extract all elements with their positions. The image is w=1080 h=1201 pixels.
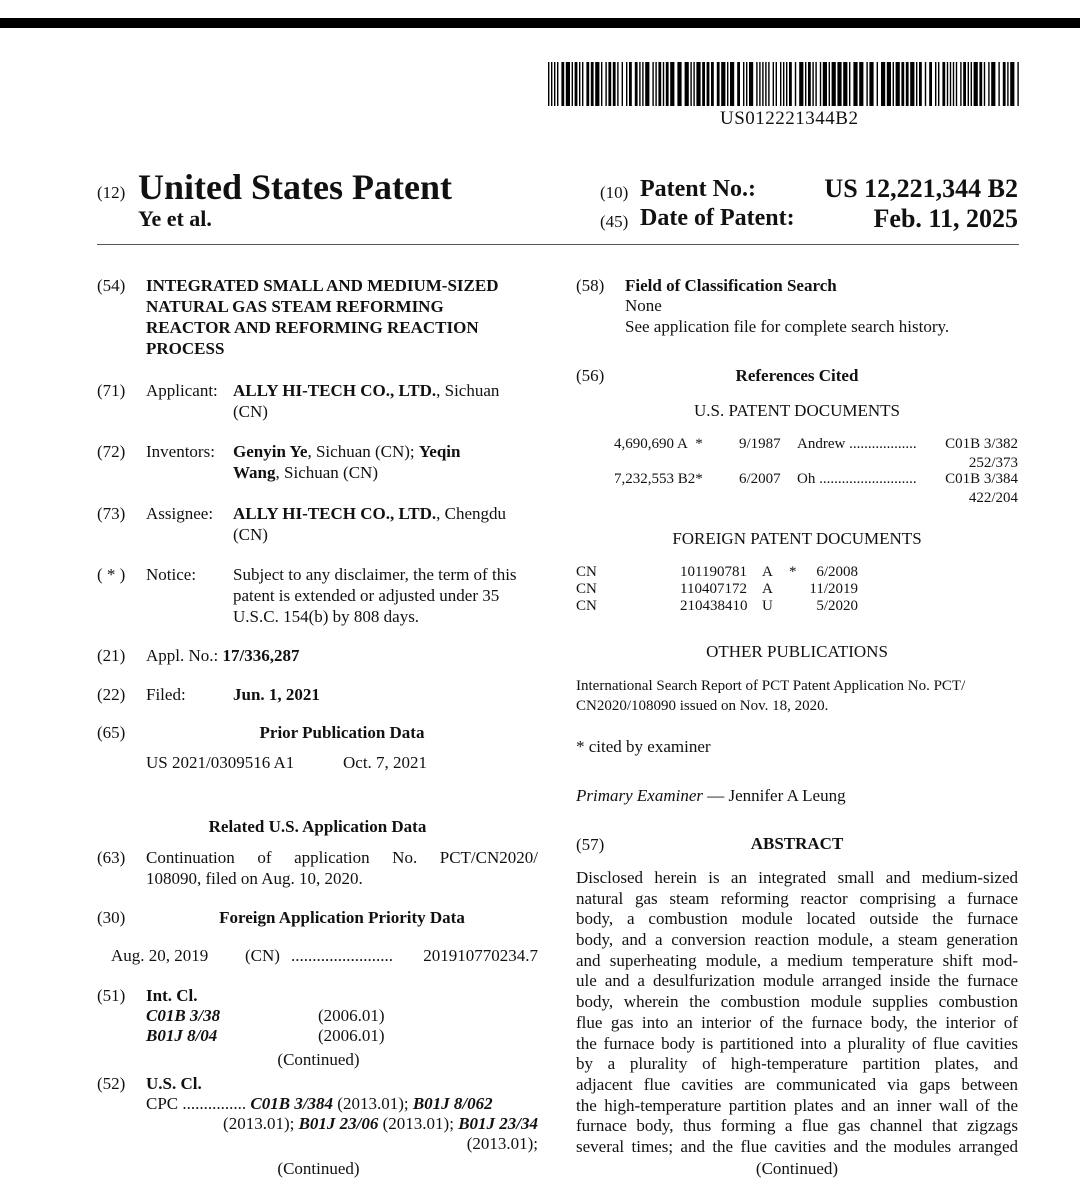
cpc-line-2 xyxy=(223,1113,538,1134)
barcode-bar xyxy=(919,62,922,106)
barcode-bar xyxy=(605,62,606,106)
abstract-heading: ABSTRACT xyxy=(750,834,844,853)
priority-number: 201910770234.7 xyxy=(423,946,538,965)
barcode-bar xyxy=(693,62,694,106)
barcode-bar xyxy=(832,62,836,106)
code-73: (73) xyxy=(97,504,126,523)
barcode-bar xyxy=(622,62,623,106)
cpc-version: (2013.01); xyxy=(378,1114,459,1133)
abstract-line: by a plurality of high-temperature partition plates, and xyxy=(576,1054,1018,1074)
barcode-bar xyxy=(707,62,710,106)
barcode-bar xyxy=(935,62,936,106)
notice-text xyxy=(233,564,517,627)
barcode-bar xyxy=(652,62,653,106)
barcode-bar xyxy=(1017,62,1018,106)
top-border-bar xyxy=(0,18,1080,28)
ref-dots: .................. xyxy=(849,436,917,452)
barcode-bar xyxy=(808,62,811,106)
cpc-class: C01B 3/384 xyxy=(250,1094,334,1113)
barcode-bar xyxy=(601,62,602,106)
cpc-line-3: (2013.01); xyxy=(466,1134,538,1153)
int-cl-continued: (Continued) xyxy=(277,1050,360,1069)
barcode-bar xyxy=(663,62,664,106)
notice-label: Notice: xyxy=(146,565,197,584)
inventor-location: , Sichuan (CN) xyxy=(275,463,378,482)
barcode-bar xyxy=(626,62,627,106)
barcode-bar xyxy=(795,62,796,106)
applicant xyxy=(233,380,499,422)
cpc-version: (2013.01); xyxy=(333,1094,413,1113)
barcode-bar xyxy=(910,62,914,106)
other-publications-heading: OTHER PUBLICATIONS xyxy=(706,642,888,661)
barcode-bar xyxy=(988,62,989,106)
barcode-bar xyxy=(1010,62,1014,106)
int-cl-version: (2006.01) xyxy=(318,1006,385,1025)
barcode-bar xyxy=(780,62,781,106)
code-10: (10) xyxy=(600,183,629,202)
abstract-line: body, a combustion module located outside the furnace xyxy=(576,909,1018,929)
foreign-patents-heading: FOREIGN PATENT DOCUMENTS xyxy=(672,529,922,548)
references-heading: References Cited xyxy=(735,366,859,385)
code-56: (56) xyxy=(576,366,605,385)
code-65: (65) xyxy=(97,723,126,742)
barcode-bar xyxy=(971,62,972,106)
barcode-bar xyxy=(887,62,891,106)
invention-title xyxy=(146,275,498,359)
barcode-bar xyxy=(893,62,894,106)
barcode-bar xyxy=(998,62,999,106)
barcode-bar xyxy=(645,62,649,106)
barcode-bar xyxy=(805,62,806,106)
code-63: (63) xyxy=(97,848,126,867)
barcode-bar xyxy=(677,62,681,106)
barcode-bar xyxy=(721,62,725,106)
other-publication xyxy=(576,678,1018,715)
related-heading: Related U.S. Application Data xyxy=(208,817,427,836)
code-71: (71) xyxy=(97,381,126,400)
foreign-kind: U xyxy=(762,598,773,614)
field-search-note: See application file for complete search history. xyxy=(625,317,950,336)
field-search-none: None xyxy=(625,296,662,315)
code-30: (30) xyxy=(97,908,126,927)
applicant-country: (CN) xyxy=(233,402,268,421)
abstract-line: the furnace body is partitioned into a plurality of flue cavities xyxy=(576,1033,1018,1053)
code-54: (54) xyxy=(97,276,126,295)
appl-no xyxy=(146,645,299,666)
barcode-bar xyxy=(849,62,850,106)
priority-date: Aug. 20, 2019 xyxy=(111,946,209,965)
barcode-bar xyxy=(859,62,863,106)
abstract-line: and superheating module, a medium temperature shift mod- xyxy=(576,950,1018,970)
barcode-bar xyxy=(765,62,766,106)
ref-subclass: 252/373 xyxy=(968,455,1018,471)
cited-by-examiner: * cited by examiner xyxy=(576,737,711,756)
ref-number: 7,232,553 xyxy=(614,471,674,487)
code-notice: ( * ) xyxy=(97,565,126,584)
header-rule xyxy=(97,244,1019,245)
foreign-date: 11/2019 xyxy=(809,581,858,597)
barcode-bar xyxy=(629,62,632,106)
patent-no-label: Patent No.: xyxy=(640,176,756,202)
foreign-country: CN xyxy=(576,598,597,614)
inventors-label: Inventors: xyxy=(146,442,215,461)
barcode-bar xyxy=(658,62,661,106)
us-cl-continued: (Continued) xyxy=(277,1159,360,1178)
barcode-bar xyxy=(617,62,618,106)
ref-date: 9/1987 xyxy=(739,436,781,452)
other-publication-line: CN2020/108090 issued on Nov. 18, 2020. xyxy=(576,698,829,714)
barcode-bar xyxy=(749,62,753,106)
us-patents-heading: U.S. PATENT DOCUMENTS xyxy=(694,401,900,420)
foreign-priority-heading: Foreign Application Priority Data xyxy=(219,908,465,927)
barcode-bar xyxy=(730,62,734,106)
priority-country: (CN) xyxy=(245,946,280,965)
ref-kind: B2 xyxy=(677,471,696,487)
barcode-bar xyxy=(820,62,821,106)
foreign-date: 5/2020 xyxy=(816,598,858,614)
barcode-bar xyxy=(906,62,909,106)
abstract-line: furnace body, thus forming a flue gas channel that zigzags xyxy=(576,1116,1018,1136)
inventor-name: Yeqin xyxy=(418,442,461,461)
inventor-location: , Sichuan (CN); xyxy=(307,442,419,461)
barcode-bar xyxy=(950,62,951,106)
cpc-dots: ............... xyxy=(182,1094,247,1113)
title-line: INTEGRATED SMALL AND MEDIUM-SIZED xyxy=(146,276,499,295)
title-line: REACTOR AND REFORMING REACTION xyxy=(146,318,479,337)
barcode-bar xyxy=(586,62,589,106)
barcode-bar xyxy=(575,62,578,106)
barcode-bar xyxy=(759,62,760,106)
appl-no-label: Appl. No.: xyxy=(146,646,219,665)
abstract-line: body, wherein the combustion module supplies combustion xyxy=(576,992,1018,1012)
barcode-bar xyxy=(853,62,857,106)
barcode-bar xyxy=(829,62,830,106)
int-cl-class: C01B 3/38 xyxy=(146,1006,221,1025)
filed-label: Filed: xyxy=(146,685,186,704)
abstract-continued: (Continued) xyxy=(755,1159,839,1178)
abstract-line: natural gas steam reforming reactor comprising a furnace xyxy=(576,888,1018,908)
barcode-bar xyxy=(595,62,599,106)
barcode-bar xyxy=(711,62,714,106)
code-12: (12) xyxy=(97,183,126,202)
ref-subclass: 422/204 xyxy=(968,490,1018,506)
priority-dots: ........................ xyxy=(291,946,393,965)
barcode-bar xyxy=(773,62,774,106)
barcode-bar xyxy=(869,62,873,106)
barcode-bar xyxy=(762,62,763,106)
field-search-heading: Field of Classification Search xyxy=(625,276,837,295)
authors: Ye et al. xyxy=(138,206,212,231)
barcode-bar xyxy=(642,62,643,106)
abstract-line: body, and a conversion reaction module, a steam generation xyxy=(576,930,1018,950)
ref-number: 4,690,690 xyxy=(614,436,674,452)
code-72: (72) xyxy=(97,442,126,461)
code-57: (57) xyxy=(576,835,605,854)
title-line: PROCESS xyxy=(146,339,225,358)
barcode-bar xyxy=(655,62,656,106)
int-cl-class: B01J 8/04 xyxy=(146,1026,218,1045)
barcode-bar xyxy=(1003,62,1006,106)
primary-examiner xyxy=(576,785,846,806)
barcode-bar xyxy=(938,62,939,106)
date-of-patent-label: Date of Patent: xyxy=(640,205,795,231)
barcode-bar xyxy=(548,62,549,106)
barcode-bar xyxy=(639,62,640,106)
code-22: (22) xyxy=(97,685,126,704)
barcode-bar xyxy=(746,62,747,106)
barcode-bar xyxy=(702,62,705,106)
barcode-bar xyxy=(554,62,555,106)
ref-class: C01B 3/382 xyxy=(945,436,1018,452)
abstract-line: several times; and the flue cavities and the modules arranged xyxy=(576,1136,1018,1156)
ref-kind: A xyxy=(676,436,688,452)
cpc-line-1 xyxy=(146,1093,538,1114)
barcode-bar xyxy=(737,62,740,106)
inventors xyxy=(233,441,460,483)
barcode-bar xyxy=(717,62,720,106)
barcode-number: US012221344B2 xyxy=(720,108,859,129)
barcode-bar xyxy=(690,62,691,106)
foreign-number: 210438410 xyxy=(680,598,748,614)
barcode-bar xyxy=(823,62,827,106)
barcode-bar xyxy=(613,62,616,106)
barcode-bar xyxy=(925,62,926,106)
barcode-bar xyxy=(768,62,769,106)
barcode-bar xyxy=(974,62,978,106)
applicant-label: Applicant: xyxy=(146,381,218,400)
cpc-class: B01J 23/06 xyxy=(298,1114,379,1133)
abstract-line: flue gas into an interior of the furnace body, the interior of xyxy=(576,1012,1018,1032)
barcode-bar xyxy=(608,62,611,106)
us-cl-heading: U.S. Cl. xyxy=(146,1074,202,1093)
barcode xyxy=(548,62,1020,106)
foreign-kind: A xyxy=(762,564,773,580)
barcode-bar xyxy=(582,62,583,106)
ref-star: * xyxy=(695,436,703,452)
prior-pub-number: US 2021/0309516 A1 xyxy=(146,753,295,772)
ref-name xyxy=(797,471,917,488)
examiner-name: — Jennifer A Leung xyxy=(707,786,846,805)
code-45: (45) xyxy=(600,212,629,231)
assignee-label: Assignee: xyxy=(146,504,214,523)
notice-line: U.S.C. 154(b) by 808 days. xyxy=(233,607,420,626)
barcode-bar xyxy=(929,62,932,106)
foreign-number: 101190781 xyxy=(680,564,747,580)
barcode-bar xyxy=(551,62,552,106)
appl-no-value: 17/336,287 xyxy=(222,646,300,665)
barcode-bar xyxy=(960,62,961,106)
ref-date: 6/2007 xyxy=(739,471,781,487)
barcode-bar xyxy=(881,62,885,106)
barcode-bar xyxy=(896,62,900,106)
barcode-bar xyxy=(561,62,564,106)
foreign-number: 110407172 xyxy=(680,581,747,597)
other-publication-line: International Search Report of PCT Patent Application No. PCT/ xyxy=(576,678,966,694)
notice-line: patent is extended or adjusted under 35 xyxy=(233,586,500,605)
barcode-bar xyxy=(756,62,757,106)
int-cl-version: (2006.01) xyxy=(318,1026,385,1045)
barcode-bar xyxy=(783,62,784,106)
inventor-name: Genyin Ye xyxy=(233,442,308,461)
examiner-label: Primary Examiner xyxy=(576,786,704,805)
applicant-name: ALLY HI-TECH CO., LTD. xyxy=(233,381,437,400)
abstract-line: adjacent flue cavities are communicated via gaps between xyxy=(576,1074,1018,1094)
filed-date: Jun. 1, 2021 xyxy=(233,685,320,704)
notice-line: Subject to any disclaimer, the term of this xyxy=(233,565,517,584)
related-line-1: Continuation of application No. PCT/CN2020/ xyxy=(146,848,538,867)
cpc-version: (2013.01); xyxy=(223,1114,299,1133)
abstract-line: ule and a desulfurization module arranged inside the furnace xyxy=(576,971,1018,991)
barcode-bar xyxy=(815,62,816,106)
foreign-country: CN xyxy=(576,564,597,580)
assignee-location: , Chengdu xyxy=(436,504,507,523)
abstract-line: Disclosed herein is an integrated small and medium-sized xyxy=(576,868,1018,887)
inventor-name: Wang xyxy=(233,463,276,482)
barcode-bar xyxy=(666,62,669,106)
barcode-bar xyxy=(743,62,744,106)
cpc-class: B01J 23/34 xyxy=(458,1114,538,1133)
foreign-date: 6/2008 xyxy=(816,564,858,580)
barcode-bar xyxy=(963,62,966,106)
barcode-bar xyxy=(786,62,787,106)
barcode-bar xyxy=(843,62,847,106)
barcode-bar xyxy=(799,62,803,106)
patent-number: US 12,221,344 B2 xyxy=(824,174,1018,203)
date-of-patent: Feb. 11, 2025 xyxy=(873,204,1018,233)
barcode-bar xyxy=(727,62,728,106)
abstract-line: the high-temperature partition plates and an inner wall of the xyxy=(576,1095,1018,1115)
int-cl-heading: Int. Cl. xyxy=(146,986,198,1005)
ref-star: * xyxy=(695,471,703,487)
code-58: (58) xyxy=(576,276,605,295)
barcode-bar xyxy=(991,62,995,106)
us-ref-row xyxy=(614,436,703,453)
barcode-bar xyxy=(979,62,982,106)
prior-pub-date: Oct. 7, 2021 xyxy=(343,753,428,772)
barcode-bar xyxy=(670,62,674,106)
applicant-location: , Sichuan xyxy=(436,381,500,400)
barcode-bar xyxy=(953,62,954,106)
barcode-bar xyxy=(968,62,969,106)
ref-name xyxy=(797,436,917,453)
code-52: (52) xyxy=(97,1074,126,1093)
assignee-name: ALLY HI-TECH CO., LTD. xyxy=(233,504,437,523)
foreign-country: CN xyxy=(576,581,597,597)
cpc-label: CPC xyxy=(146,1094,179,1113)
ref-class: C01B 3/384 xyxy=(945,471,1018,487)
barcode-bar xyxy=(984,62,985,106)
ref-dots: .......................... xyxy=(819,471,917,487)
us-ref-row xyxy=(614,471,703,488)
barcode-bar xyxy=(956,62,957,106)
foreign-star: * xyxy=(789,564,797,580)
ref-inventor: Andrew xyxy=(797,436,846,452)
barcode-bar xyxy=(579,62,580,106)
barcode-bar xyxy=(947,62,948,106)
barcode-bar xyxy=(566,62,570,106)
barcode-bar xyxy=(557,62,558,106)
barcode-bar xyxy=(696,62,700,106)
foreign-kind: A xyxy=(762,581,773,597)
abstract-text xyxy=(576,867,1018,1157)
barcode-bar xyxy=(591,62,594,106)
barcode-bar xyxy=(685,62,689,106)
barcode-bar xyxy=(1007,62,1008,106)
code-21: (21) xyxy=(97,646,126,665)
barcode-bar xyxy=(789,62,792,106)
code-51: (51) xyxy=(97,986,126,1005)
barcode-bar xyxy=(635,62,638,106)
barcode-bar xyxy=(776,62,777,106)
related-line-2: 108090, filed on Aug. 10, 2020. xyxy=(146,869,363,888)
barcode-bar xyxy=(572,62,573,106)
barcode-bar xyxy=(812,62,813,106)
barcode-bar xyxy=(866,62,867,106)
title-line: NATURAL GAS STEAM REFORMING xyxy=(146,297,444,316)
assignee xyxy=(233,503,506,545)
barcode-bar xyxy=(916,62,917,106)
barcode-bar xyxy=(837,62,841,106)
cpc-class: B01J 8/062 xyxy=(412,1094,493,1113)
barcode-bar xyxy=(877,62,878,106)
document-type: United States Patent xyxy=(138,167,452,207)
barcode-bar xyxy=(901,62,904,106)
barcode-bar xyxy=(942,62,945,106)
assignee-country: (CN) xyxy=(233,525,268,544)
prior-pub-heading: Prior Publication Data xyxy=(259,723,425,742)
ref-inventor: Oh xyxy=(797,471,816,487)
